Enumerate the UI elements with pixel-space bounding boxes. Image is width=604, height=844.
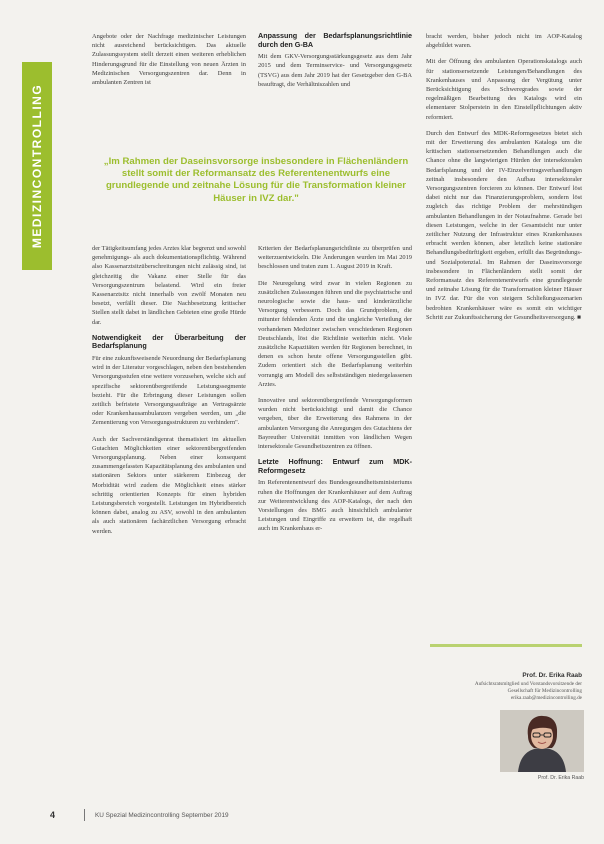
author-role-line: Gesellschaft für Medizincontrolling xyxy=(507,687,582,694)
paragraph: Die Neuregelung wird zwar in vielen Regionen zu zusätzlichen Zulassungen führen und die psychiatrische und neurologische sowie die haus- und kinderärztliche Versorgung verbessern. Doch das Grundproblem, die mitunter fehlenden Ärzte und die ungleiche Verteilung der vorhandenen Mediziner zwischen verschiedenen Regionen Deutschlands, löst die Richtlinie weiterhin nicht. Viele zusätzliche Kapazitäten werden für Regionen berechnet, in denen es schon heute offene Versorgungsstellen gibt. Zudem orientiert sich die Bedarfsplanung weiterhin vorrangig am Modell des selbstständigen niedergelassenen Arztes. xyxy=(258,279,412,388)
author-email: erika.raab@medizincontrolling.de xyxy=(510,694,582,701)
author-photo xyxy=(500,710,584,772)
subheading: Anpassung der Bedarfsplanungsrichtlinie durch den G-BA xyxy=(258,32,412,49)
paragraph: Für eine zukunftsweisende Neuordnung der Bedarfsplanung wird in der Literatur vorgeschlagen, neben den bestehenden Versorgungsstufen eine weitere vorzusehen, welche sich auf spezifische sektorenübergreifende Leistungssegmente bezieht. Für die Erbringung dieser Leistungen sollen zeitlich befristete Versorgungsaufträge an Vertragsärzte oder Krankenhausambulanzen vergeben werden, um „die Zementierung von Versorgungsstrukturen zu verhindern". xyxy=(92,355,246,427)
paragraph: Durch den Entwurf des MDK-Reformgesetzes bietet sich mit der Erweiterung des ambulanten Katalogs um die kritischen stationsersetzenden Behandlungen auch die Chance ohne die langwierigen Hürden der intersektoralen Bedarfsplanung und der IV-Einzelvertragsverhandlungen zeitnah insbesondere den Aufbau intersektoraler Versorgungszentren forcieren zu können. Der Entwurf löst dabei nicht nur das Finanzierungsproblem, sondern löst zugleich das richtige Problem der mehrstündigen ambulanten Behandlungen in der Notaufnahme. Gerade bei diesen Leistungen, welche in der Gesamtsicht nur unter zeitlicher Nutzung der Infrastruktur eines Krankenhauses erbracht werden können, aber letztlich keine stationäre Behandlungsbedürftigkeit ergeben, erfüllt das Begründungs- und Sozialpotenzial. Im Rahmen der Daseinsvorsorge insbesondere in Flächenländern stellt somit der Reformansatz des Referentenentwurfs eine grundlegende und zeitnahe Lösung für die Transformation kleiner Häuser in IVZ dar. Für die von steigern Schließungsszenarien bedrohten Krankenhäuser wäre es somit ein wichtiger Schritt zur Zukunftssicherung der Gesundheitsversorgung. ■ xyxy=(426,129,582,321)
column-2-bottom xyxy=(258,244,412,804)
portrait-illustration xyxy=(500,710,584,772)
column-1-top xyxy=(92,32,246,152)
page-number: 4 xyxy=(50,810,56,820)
subheading: Letzte Hoffnung: Entwurf zum MDK-Reformgesetz xyxy=(258,457,412,475)
paragraph: Im Referentenentwurf des Bundesgesundheitsministeriums ruhen die Hoffnungen der Krankenhäuser auf dem Auftrag zur Weiterentwicklung des AOP-Katalogs, der nach den Vorstellungen des BMG auch hinsichtlich ambulanter Leistungen und Eingriffe zu erweitern ist, die regelhaft auch im Krankenhaus er- xyxy=(258,479,412,533)
photo-caption: Prof. Dr. Erika Raab xyxy=(537,775,584,781)
author-name: Prof. Dr. Erika Raab xyxy=(522,672,582,679)
column-2-top xyxy=(258,32,412,152)
paragraph: Mit dem GKV-Versorgungsstärkungsgesetz aus dem Jahr 2015 und dem Terminservice- und Versorgungsgesetz (TSVG) aus dem Jahr 2019 hat der Gesetzgeber den G-BA beauftragt, die Verhältniszahlen und xyxy=(258,53,412,88)
paragraph: Mit der Öffnung des ambulanten Operationskatalogs auch für stationsersetzende Leistungen/Behandlungen des Krankenhauses und Anpassung der Vergütung unter Berücksichtigung des Schweregrades sowie der regelmäßigen Bearbeitung des Katalogs wird ein elementarer Stolperstein in den Einstellpflichtungen aktiv reformiert. xyxy=(426,58,582,121)
paragraph: Angebote oder der Nachfrage medizinischer Leistungen nicht ausreichend berücksichtigen. Das aktuelle Zulassungssystem stellt derzeit einen weiteren erheblichen Hinderungsgrund für die Einstellung von neuen Ärzten in Medizinischen Versorgungszentren dar. Denn in ambulanten Zentren ist xyxy=(92,33,246,87)
pull-quote: „Im Rahmen der Daseinsvorsorge insbesondere in Flächenländern stellt somit der Reformansatz des Referentenentwurfs eine grundlegende und zeitnahe Lösung für die Transformation kleiner Häuser in IVZ dar." xyxy=(103,156,409,204)
footer-divider xyxy=(84,809,85,821)
paragraph: bracht werden, bisher jedoch nicht im AOP-Katalog abgebildet waren. xyxy=(426,33,582,50)
section-label: MEDIZINCONTROLLING xyxy=(30,83,45,249)
section-side-tab xyxy=(22,62,52,270)
publication-name: KU Spezial Medizincontrolling September 2019 xyxy=(95,811,229,819)
column-3 xyxy=(426,32,582,632)
author-role-line: Aufsichtsratsmitglied und Vorstandsvorsitzende der xyxy=(474,681,582,687)
page-footer xyxy=(50,808,590,822)
column-1-bottom xyxy=(92,244,246,804)
author-divider xyxy=(430,644,582,647)
paragraph: Innovative und sektorenübergreifende Versorgungsformen wurden nicht berücksichtigt und damit die Chance vergeben, über die Erweiterung des Rahmens in der ambulanten Versorgung die Anregungen des Gutachtens der Bayreuther Universität inmitten von ländlichen Wegen intersektorale Gesundheitszentren zu öffnen. xyxy=(258,397,412,451)
paragraph: der Tätigkeitsumfang jedes Arztes klar begrenzt und sowohl genehmigungs- als auch dokumentationspflichtig. Während also Kassenarztsitzüberschreitungen nicht zulässig sind, ist gleichzeitig die Vakanz einer Stelle für das Versorgungszentrum belastend. Wird ein freier Kassenarztsitz nicht innerhalb von zwölf Monaten neu besetzt, verfällt dieser. Die Nachbesetzung kritischer Stellen stellt dabei in ländlichen Gebieten eine große Hürde dar. xyxy=(92,245,246,326)
subheading: Notwendigkeit der Überarbeitung der Bedarfsplanung xyxy=(92,332,246,351)
author-affiliation xyxy=(424,681,582,701)
paragraph: Kriterien der Bedarfsplanungsrichtlinie zu überprüfen und weiterzuentwickeln. Die Änderungen wurden im Mai 2019 beschlossen und traten zum 1. August 2019 in Kraft. xyxy=(258,245,412,271)
paragraph: Auch der Sachverständigenrat thematisiert im aktuellen Gutachten Möglichkeiten einer sektorenübergreifenden Versorgungsplanung. Neben einer konsequent zusammengefassten Kapazitätsplanung des ambulanten und stationären Sektors unter stärkerem Einbezug der Morbidität wird zudem die Möglichkeit eines stärker schrittig orientierten Konzepts für einen hybriden Leistungsbereich vorgestellt. Leistungen im Hybridbereich können dabei, analog zu ASV, sowohl in den ambulanten als auch stationären fachärztlichen Versorgung erbracht werden. xyxy=(92,435,246,535)
